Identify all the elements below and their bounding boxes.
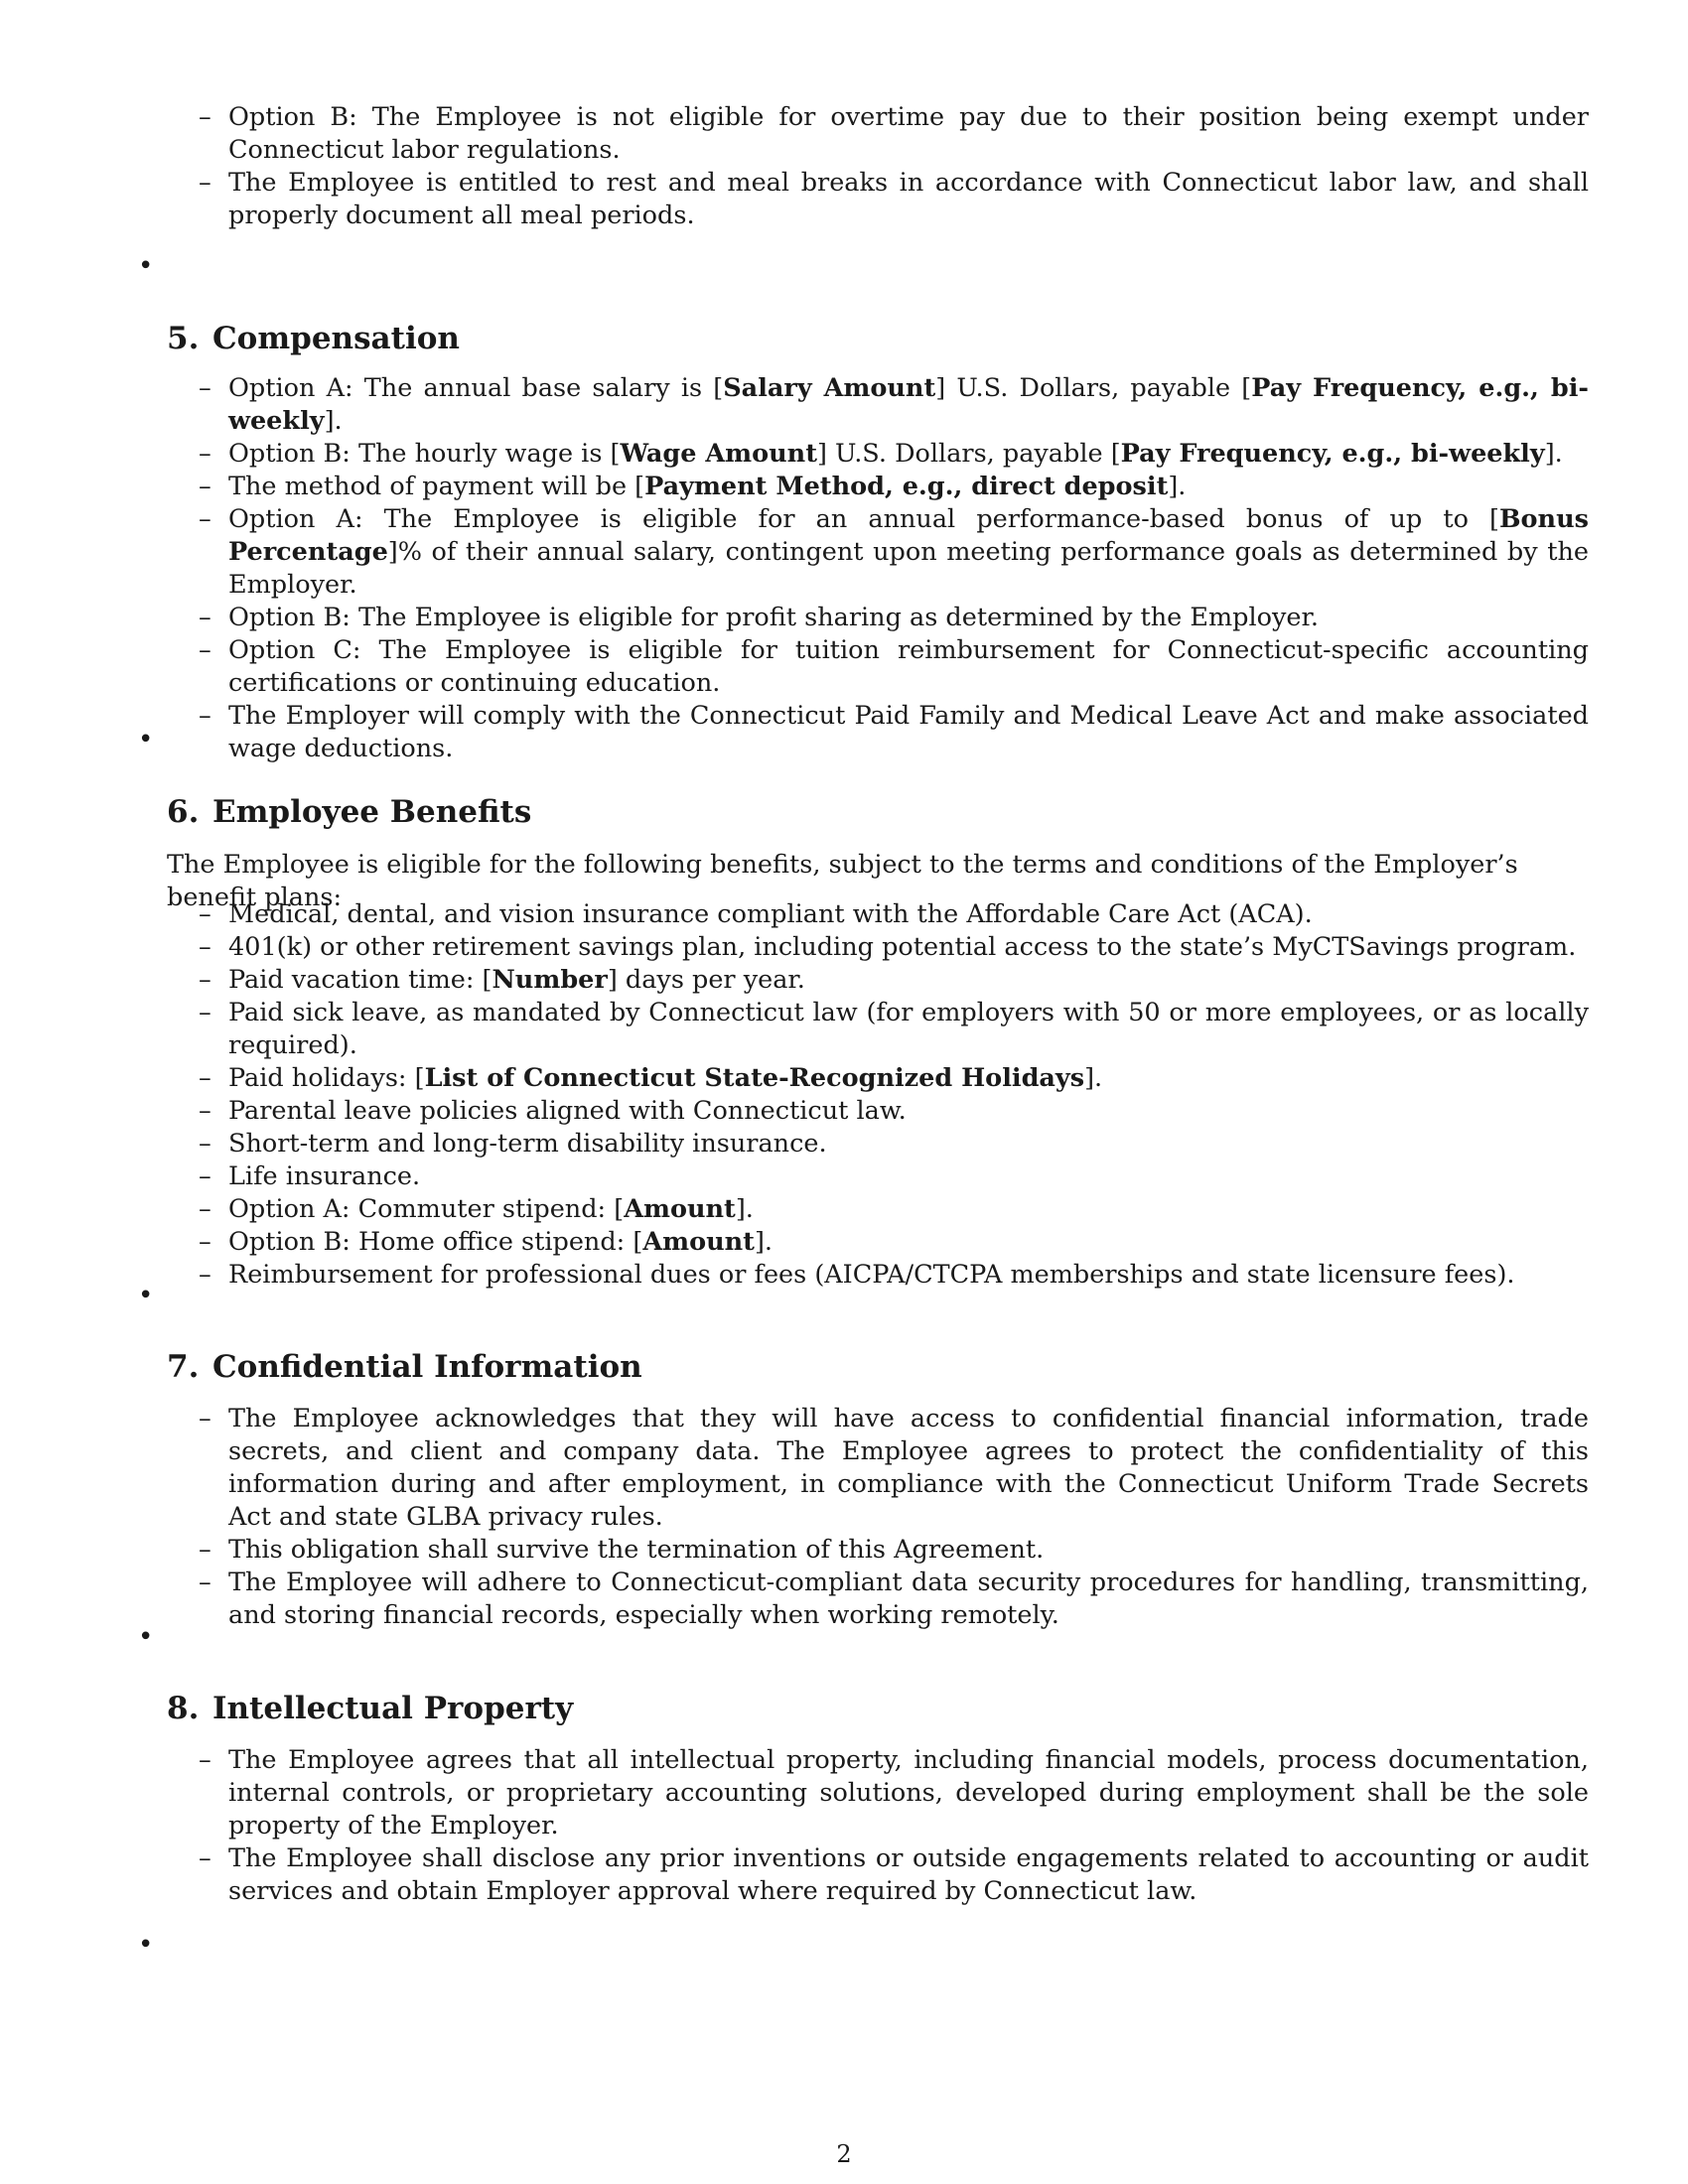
carryover-list xyxy=(199,101,1589,232)
bullet-marker: • xyxy=(138,251,154,281)
list-item: – Option A: Commuter stipend: [Amount]. xyxy=(199,1193,1589,1226)
list-item: – Paid holidays: [List of Connecticut State-Recognized Holidays]. xyxy=(199,1062,1589,1095)
list-item: – The Employee will adhere to Connecticut-compliant data security procedures for handling, transmitting, and storing financial records, especially when working remotely. xyxy=(199,1567,1589,1632)
list-item: – Option A: The Employee is eligible for an annual performance-based bonus of up to [Bonus Percentage]% of their annual salary, contingent upon meeting performance goals as determined by the Employer. xyxy=(199,503,1589,602)
confidential-list xyxy=(199,1403,1589,1632)
list-item: – The Employee is entitled to rest and meal breaks in accordance with Connecticut labor law, and shall properly document all meal periods. xyxy=(199,167,1589,232)
list-item: – Reimbursement for professional dues or fees (AICPA/CTCPA memberships and state licensure fees). xyxy=(199,1259,1589,1292)
benefits-list xyxy=(199,898,1589,1292)
list-item: – The method of payment will be [Payment Method, e.g., direct deposit]. xyxy=(199,471,1589,503)
page-number: 2 xyxy=(836,2140,852,2168)
list-item: – Option B: The hourly wage is [Wage Amount] U.S. Dollars, payable [Pay Frequency, e.g., bi-weekly]. xyxy=(199,438,1589,471)
list-item: – Paid vacation time: [Number] days per year. xyxy=(199,964,1589,997)
list-item: – The Employee agrees that all intellectual property, including financial models, process documentation, internal controls, or proprietary accounting solutions, developed during employment shall be the sole property of the Employer. xyxy=(199,1744,1589,1843)
list-item: – The Employee acknowledges that they will have access to confidential financial information, trade secrets, and client and company data. The Employee agrees to protect the confidentiality of this information during and after employment, in compliance with the Connecticut Uniform Trade Secrets Act and state GLBA privacy rules. xyxy=(199,1403,1589,1534)
list-item: – Short-term and long-term disability insurance. xyxy=(199,1128,1589,1160)
list-item: – The Employer will comply with the Connecticut Paid Family and Medical Leave Act and make associated wage deductions. xyxy=(199,700,1589,765)
list-item: – Parental leave policies aligned with Connecticut law. xyxy=(199,1095,1589,1128)
intellectual-property-list xyxy=(199,1744,1589,1908)
list-item: – Option B: The Employee is not eligible for overtime pay due to their position being exempt under Connecticut labor regulations. xyxy=(199,101,1589,167)
list-item: – Option B: Home office stipend: [Amount]. xyxy=(199,1226,1589,1259)
list-item: – Paid sick leave, as mandated by Connecticut law (for employers with 50 or more employees, or as locally required). xyxy=(199,997,1589,1062)
list-item: – Option C: The Employee is eligible for tuition reimbursement for Connecticut-specific accounting certifications or continuing education. xyxy=(199,634,1589,700)
list-item: – 401(k) or other retirement savings plan, including potential access to the state’s MyCTSavings program. xyxy=(199,931,1589,964)
list-item: – Option A: The annual base salary is [Salary Amount] U.S. Dollars, payable [Pay Frequency, e.g., bi-weekly]. xyxy=(199,372,1589,438)
section-heading-employee-benefits: 6. Employee Benefits xyxy=(167,794,532,830)
bullet-marker: • xyxy=(138,725,154,754)
bullet-marker: • xyxy=(138,1930,154,1960)
bullet-marker: • xyxy=(138,1622,154,1652)
list-item: – The Employee shall disclose any prior inventions or outside engagements related to accounting or audit services and obtain Employer approval where required by Connecticut law. xyxy=(199,1843,1589,1908)
section-heading-intellectual-property: 8. Intellectual Property xyxy=(167,1691,574,1726)
list-item: – This obligation shall survive the termination of this Agreement. xyxy=(199,1534,1589,1567)
list-item: – Medical, dental, and vision insurance compliant with the Affordable Care Act (ACA). xyxy=(199,898,1589,931)
bullet-marker: • xyxy=(138,1281,154,1310)
section-heading-confidential-information: 7. Confidential Information xyxy=(167,1349,642,1385)
section-intro: The Employee is eligible for the following benefits, subject to the terms and conditions of the Employer’s benefit plans: xyxy=(167,850,1518,912)
section-heading-compensation: 5. Compensation xyxy=(167,321,460,356)
compensation-list xyxy=(199,372,1589,765)
list-item: – Option B: The Employee is eligible for profit sharing as determined by the Employer. xyxy=(199,602,1589,634)
list-item: – Life insurance. xyxy=(199,1160,1589,1193)
